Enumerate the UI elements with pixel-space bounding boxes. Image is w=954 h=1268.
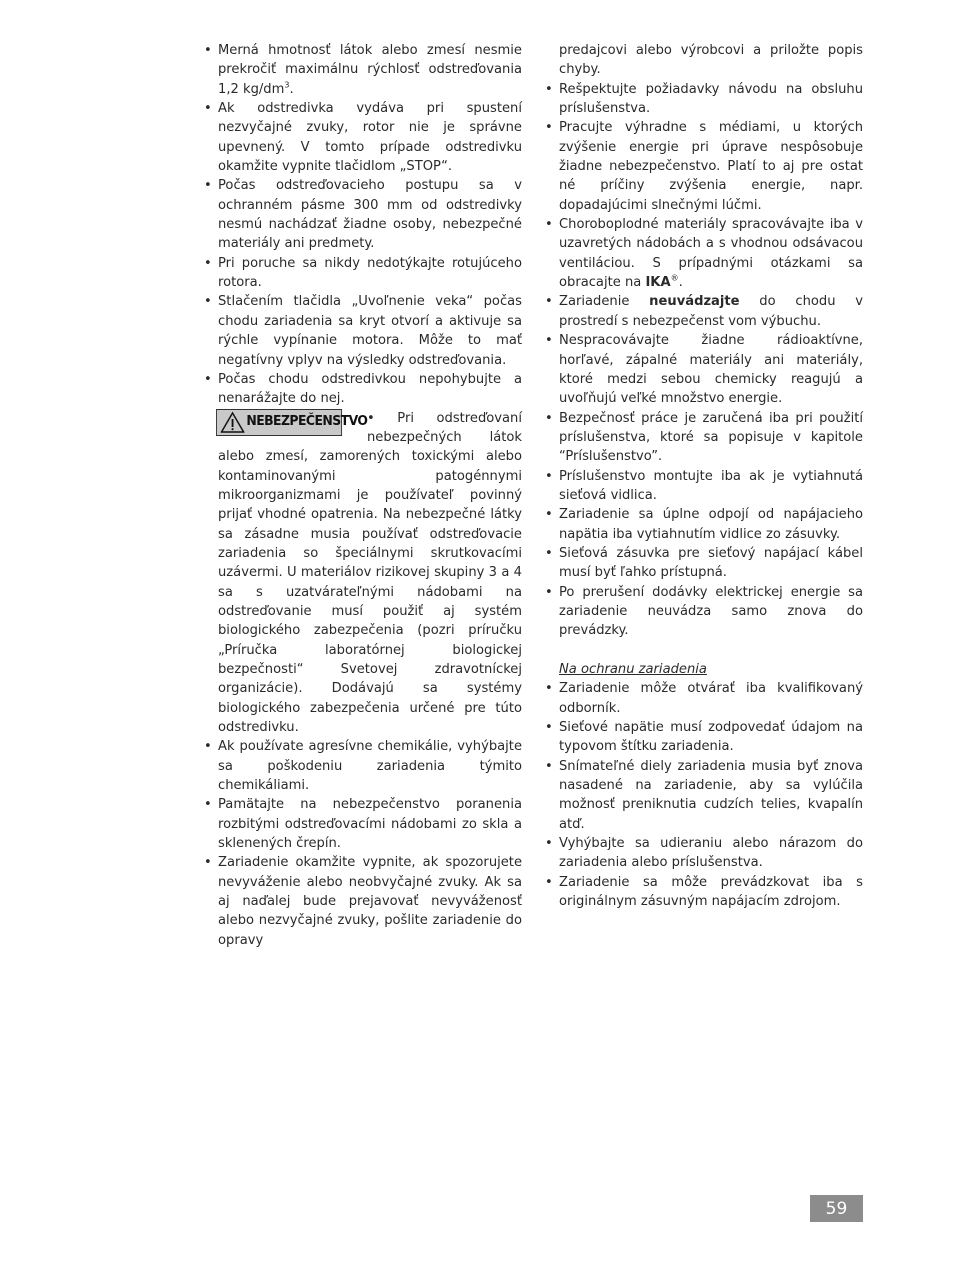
list-item: • Zariadenie okamžite vypnite, ak spozorujete nevyváženie alebo neobvyčajné zvuky. Ak sa aj naďalej bude prejavovať nevyváženosť alebo nezvyčajné zvuky, pošlite zariadenie do opravy: [204, 855, 522, 948]
list-item: • Pracujte výhradne s médiami, u ktorých zvýšenie energie pri úprave nespôsobuje žiadne nebezpečenstvo. Platí to aj pre ostat né príčiny zvýšenia energie, napr. dopadajúcimi slnečnými lúčmi.: [545, 120, 863, 213]
list-item: • Rešpektujte požiadavky návodu na obsluhu príslušenstva.: [545, 81, 863, 117]
right-column: [545, 41, 863, 911]
continuation-text: predajcovi alebo výrobcovi a priložte popis chyby.: [559, 43, 863, 78]
list-item: • Merná hmotnosť látok alebo zmesí nesmie prekročiť maximálnu rýchlosť odstreďovania 1,2 $kg/dm^3$.: [204, 43, 522, 97]
list-item: • Nespracovávajte žiadne rádioaktívne, horľavé, zápalné materiály ani materiály, ktoré medzi sebou chemicky reagujú a uvoľňujú veľké množstvo energie.: [545, 333, 863, 407]
list-item: • Zariadenie sa úplne odpojí od napájacieho napätia iba vytiahnutím vidlice zo zásuvky.: [545, 507, 863, 542]
list-item: • Bezpečnosť práce je zaručená iba pri použití príslušenstva, ktoré sa popisuje v kapitole “Príslušenstvo”.: [545, 410, 863, 465]
list-item: • Počas odstreďovacieho postupu sa v ochranném pásme 300 mm od odstredivky nesmú nachádzať žiadne osoby, nebezpečné materiály ani predmety.: [204, 178, 522, 252]
list-item: • Sieťová zásuvka pre sieťový napájací kábel musí byť ľahko prístupná.: [545, 545, 863, 581]
list-item: • Vyhýbajte sa udieraniu alebo nárazom do zariadenia alebo príslušenstva.: [545, 836, 863, 871]
list-item: • Zariadenie môže otvárať iba kvalifikovaný odborník.: [545, 681, 863, 716]
list-item: • Pamätajte na nebezpečenstvo poranenia rozbitými odstreďovacími nádobami zo skla a sklenených črepín.: [204, 797, 522, 852]
page-number: 59: [810, 1195, 863, 1222]
list-item: • Zariadenie sa môže prevádzkovat iba s originálnym zásuvným napájacím zdrojom.: [545, 874, 863, 910]
danger-label: NEBEZPEČENSTVO: [246, 413, 368, 430]
list-item: • Choroboplodné materiály spracovávajte iba v uzavretých nádobách a s vhodnou odsávacou ventiláciou. S prípadnými otázkami sa obracajte na IKA®.: [545, 217, 863, 291]
list-item: • Po prerušení dodávky elektrickej energie sa zariadenie neuvádza samo znova do prevádzky.: [545, 584, 863, 639]
section-heading: Na ochranu zariadenia: [559, 662, 707, 677]
list-item: • Zariadenie neuvádzajte do chodu v prostredí s nebezpečenst vom výbuchu.: [545, 294, 864, 329]
danger-text: • Pri odstreďovaní nebezpečných látok alebo zmesí, zamorených toxickými alebo kontaminovanými patogénnymi mikroorganizmami je používateľ povinný prijať vhodné opatrenia. Na nebezpečné látky sa zásadne musia používať odstreďovacie zariadenia so špeciálnymi skrutkovacími uzávermi. U materiálov rizikovej skupiny 3 a 4 sa s uzatvárateľnými nádobami na odstreďovanie musí použiť aj systém biologického zabezpečenia (pozri príručku „Príručka laboratórnej biologickej bezpečnosti“ Svetovej zdravotníckej organizácie). Dodávajú sa systémy biologického zabezpečenia určené pre túto odstredivku.: [218, 410, 522, 736]
danger-badge: [216, 409, 368, 436]
left-column: [204, 41, 522, 950]
list-item: • Snímateľné diely zariadenia musia byť znova nasadené na zariadenie, aby sa vylúčila možnosť preniknutia cudzích telies, kvapalín atď.: [545, 758, 863, 832]
list-item: • Ak používate agresívne chemikálie, vyhýbajte sa poškodeniu zariadenia týmito chemikáliami.: [204, 739, 522, 794]
danger-notice: [204, 409, 522, 738]
list-item: • Príslušenstvo montujte iba ak je vytiahnutá sieťová vidlica.: [545, 468, 863, 503]
list-item: • Pri poruche sa nikdy nedotýkajte rotujúceho rotora.: [204, 255, 522, 291]
list-item: • Sieťové napätie musí zodpovedať údajom na typovom štítku zariadenia.: [545, 720, 863, 755]
list-item: • Ak odstredivka vydáva pri spustení nezvyčajné zvuky, rotor nie je správne upevnený. V tomto prípade odstredivku okamžite vypnite tlačidlom „STOP“.: [204, 101, 522, 175]
list-item: • Stlačením tlačidla „Uvoľnenie veka“ počas chodu zariadenia sa kryt otvorí a aktivuje sa rýchle vypínanie motora. Môže to mať negatívny vplyv na výsledky odstreďovania.: [204, 294, 522, 368]
warning-triangle-icon: [221, 411, 245, 433]
list-item: • Počas chodu odstredivkou nepohybujte a nenarážajte do nej.: [204, 371, 522, 407]
